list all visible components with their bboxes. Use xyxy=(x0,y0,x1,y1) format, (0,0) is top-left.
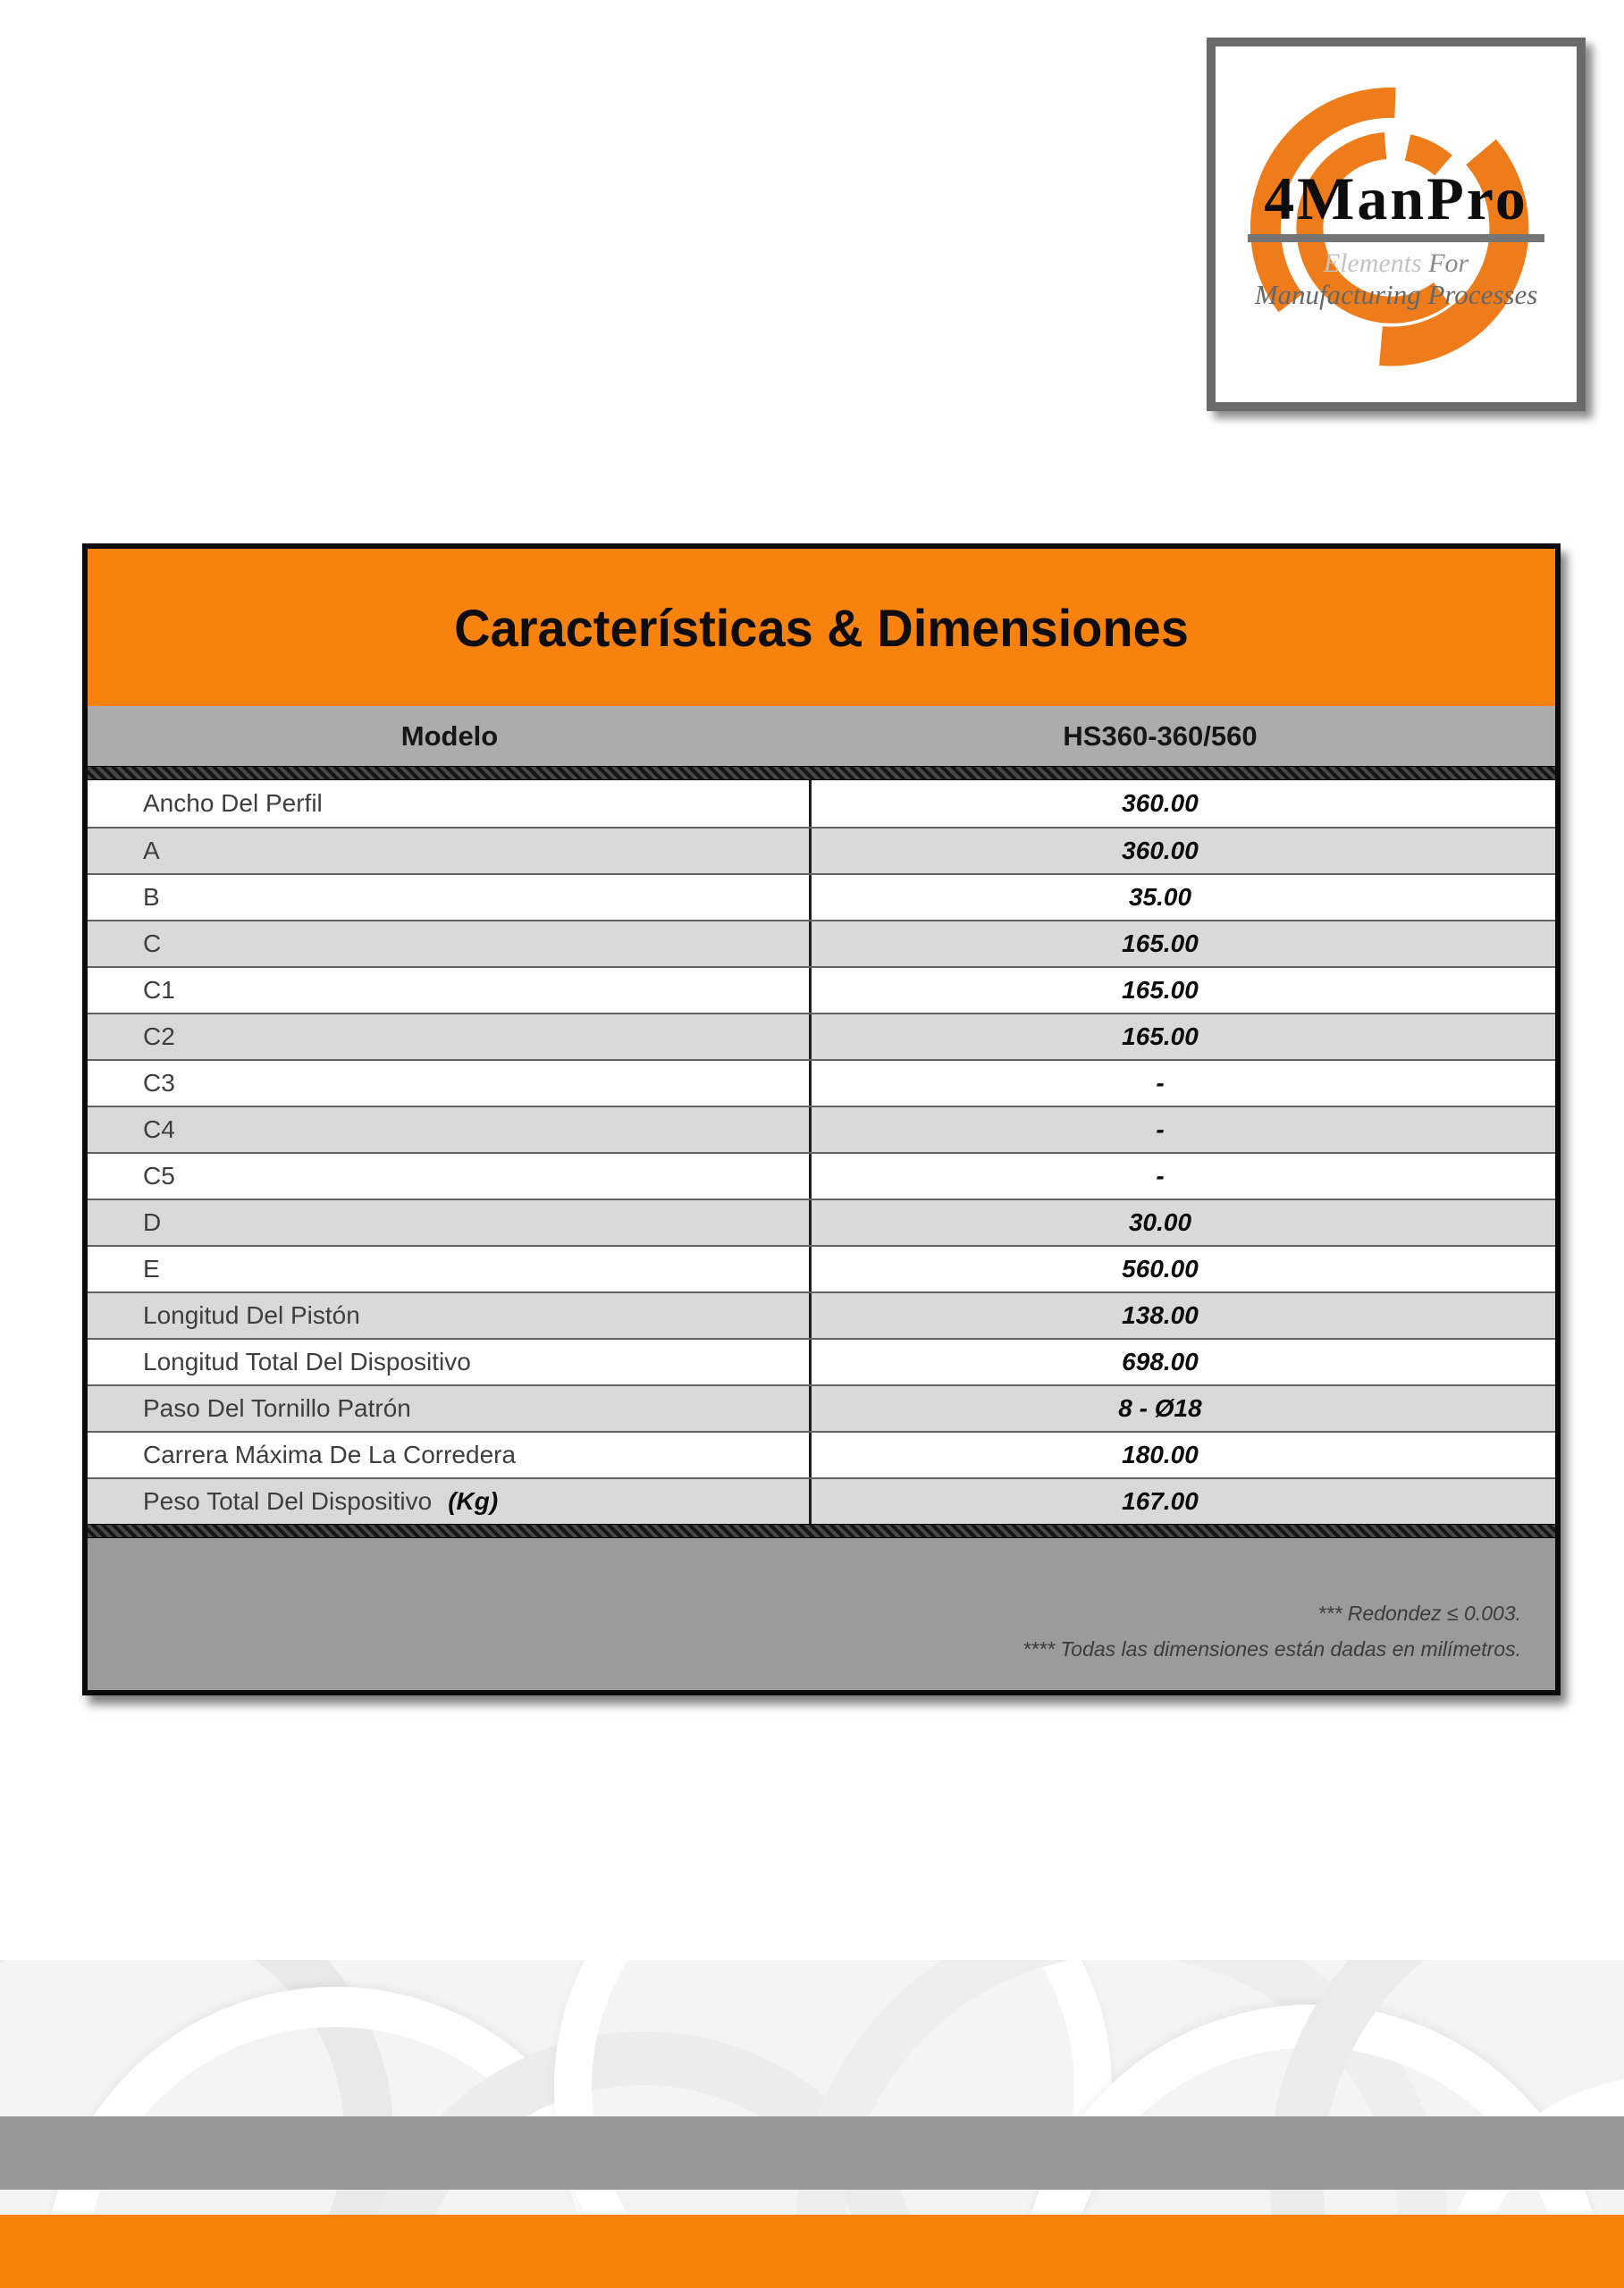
row-value: 165.00 xyxy=(1122,1022,1199,1050)
hatch-separator-top xyxy=(88,766,1555,780)
model-header-label: Modelo xyxy=(400,719,499,752)
row-value: - xyxy=(1156,1162,1165,1190)
row-label-cell xyxy=(88,1200,812,1245)
table-row xyxy=(88,1338,1555,1384)
row-label-cell xyxy=(88,1433,812,1477)
row-label: Ancho Del Perfil xyxy=(143,789,323,817)
table-row xyxy=(88,1059,1555,1106)
row-label: Paso Del Tornillo Patrón xyxy=(143,1394,411,1422)
table-title: Características & Dimensiones xyxy=(454,597,1189,658)
table-row xyxy=(88,1106,1555,1152)
row-label-cell xyxy=(88,1061,812,1106)
row-label-cell xyxy=(88,875,812,920)
logo-tagline-line1 xyxy=(1216,250,1577,277)
row-value: 165.00 xyxy=(1122,976,1199,1004)
row-label: Carrera Máxima De La Corredera xyxy=(143,1441,517,1468)
row-value: 30.00 xyxy=(1128,1208,1192,1236)
row-label-suffix: (Kg) xyxy=(448,1487,499,1515)
spec-table xyxy=(82,543,1561,1695)
row-label: C4 xyxy=(143,1115,175,1143)
row-label: E xyxy=(143,1255,160,1283)
row-value: 167.00 xyxy=(1122,1487,1199,1515)
row-label-cell xyxy=(88,1340,812,1384)
row-label: Longitud Del Pistón xyxy=(143,1301,360,1329)
row-label-cell xyxy=(88,1247,812,1291)
hatch-separator-bottom xyxy=(88,1524,1555,1538)
row-value: 35.00 xyxy=(1128,883,1192,911)
row-label-cell xyxy=(88,1479,812,1524)
row-label-cell xyxy=(88,1014,812,1059)
row-value: 180.00 xyxy=(1122,1441,1199,1468)
table-row xyxy=(88,966,1555,1013)
bottom-decoration-band xyxy=(0,1960,1624,2288)
row-label-cell xyxy=(88,968,812,1013)
table-title-banner xyxy=(88,549,1555,706)
row-value: 698.00 xyxy=(1122,1348,1199,1375)
row-label-cell xyxy=(88,1154,812,1199)
table-row xyxy=(88,1245,1555,1291)
model-header-value: HS360-360/560 xyxy=(1063,719,1258,752)
row-label: B xyxy=(143,883,160,911)
row-value: 360.00 xyxy=(1122,837,1199,864)
table-row xyxy=(88,1477,1555,1524)
row-label-cell xyxy=(88,1293,812,1338)
logo-tagline-word2: For xyxy=(1428,248,1469,278)
footer-gray-bar xyxy=(0,2116,1624,2190)
row-value: 360.00 xyxy=(1122,789,1199,817)
row-value: 560.00 xyxy=(1122,1255,1199,1283)
table-row xyxy=(88,873,1555,920)
footnote-1: *** Redondez ≤ 0.003. xyxy=(1317,1602,1521,1625)
row-label-cell xyxy=(88,780,812,827)
table-row xyxy=(88,780,1555,827)
row-value: - xyxy=(1156,1115,1165,1143)
row-label: C xyxy=(143,930,162,957)
logo-tagline-word1: Elements xyxy=(1323,248,1429,278)
row-label: C5 xyxy=(143,1162,175,1190)
table-row xyxy=(88,1199,1555,1245)
logo-wordmark: 4ManPro xyxy=(1264,164,1528,232)
row-label-cell xyxy=(88,1107,812,1152)
row-value: 138.00 xyxy=(1122,1301,1199,1329)
row-label-cell xyxy=(88,1386,812,1431)
spec-rows xyxy=(88,780,1555,1524)
table-footer xyxy=(88,1538,1555,1690)
footer-orange-bar xyxy=(0,2215,1624,2288)
logo-tagline-line2: Manufacturing Processes xyxy=(1254,279,1538,310)
table-row xyxy=(88,1291,1555,1338)
model-header-row xyxy=(88,706,1555,766)
table-row xyxy=(88,1152,1555,1199)
row-label: A xyxy=(143,837,160,864)
row-value: 8 - Ø18 xyxy=(1118,1394,1202,1422)
row-label: C1 xyxy=(143,976,175,1004)
table-row xyxy=(88,920,1555,966)
row-value: - xyxy=(1156,1069,1165,1097)
row-label-cell xyxy=(88,921,812,966)
logo-card xyxy=(1207,38,1586,411)
row-label: Longitud Total Del Dispositivo xyxy=(143,1348,471,1375)
row-label: D xyxy=(143,1208,162,1236)
footnote-2: **** Todas las dimensiones están dadas en milímetros. xyxy=(1022,1637,1521,1661)
row-value: 165.00 xyxy=(1122,930,1199,957)
table-row xyxy=(88,827,1555,873)
row-label: Peso Total Del Dispositivo xyxy=(143,1487,433,1515)
table-row xyxy=(88,1013,1555,1059)
row-label-cell xyxy=(88,829,812,873)
row-label: C3 xyxy=(143,1069,175,1097)
table-row xyxy=(88,1384,1555,1431)
logo-divider-line xyxy=(1248,234,1544,242)
table-row xyxy=(88,1431,1555,1477)
row-label: C2 xyxy=(143,1022,175,1050)
